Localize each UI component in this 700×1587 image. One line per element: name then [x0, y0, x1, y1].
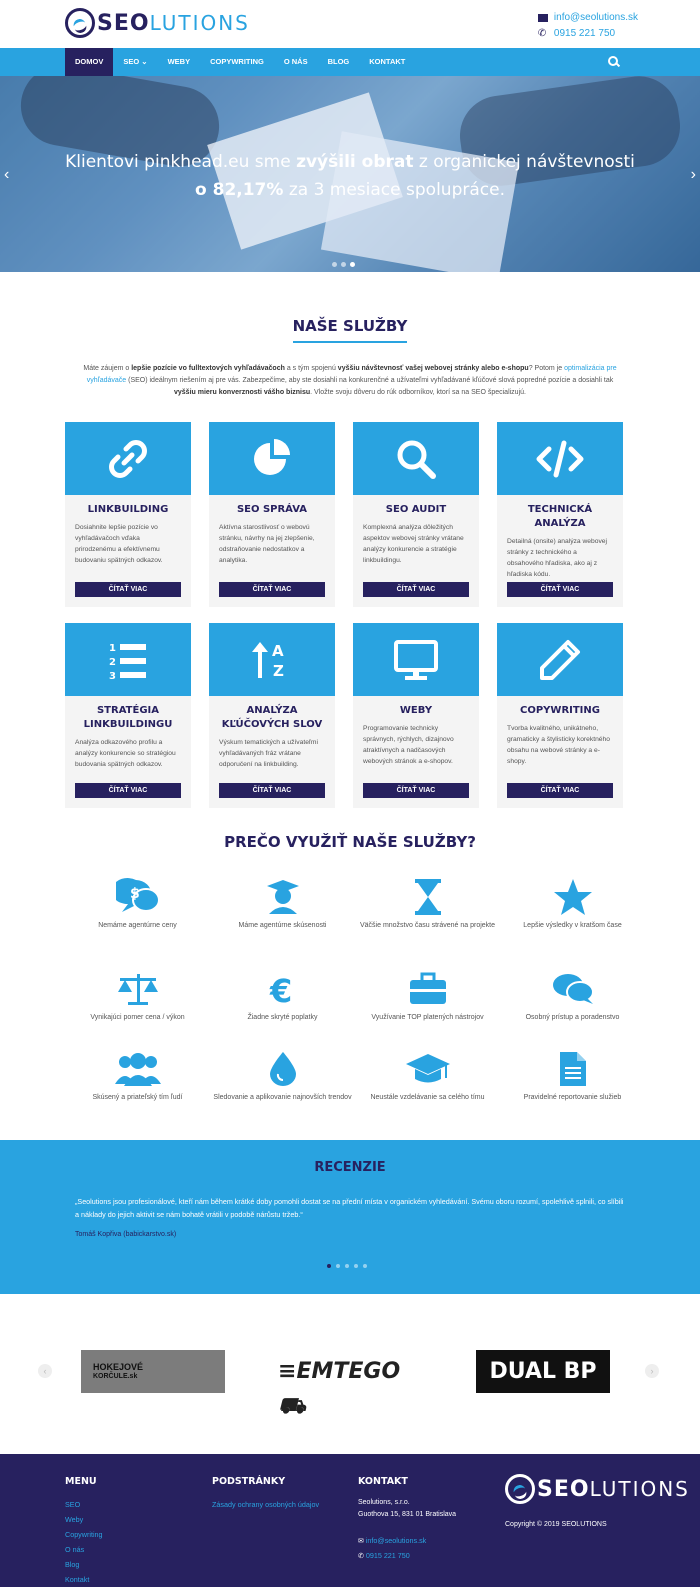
pencil-icon: [538, 638, 582, 682]
footer-link-blog[interactable]: Blog: [65, 1560, 80, 1569]
search-icon: [394, 437, 438, 481]
nav-item-seo[interactable]: SEO ⌄: [123, 57, 148, 66]
header-email-link[interactable]: info@seolutions.sk: [553, 12, 638, 23]
services-row-2: [65, 623, 627, 808]
nav-item-blog[interactable]: BLOG: [327, 57, 350, 66]
footer-menu: [65, 1476, 103, 1587]
svg-text:$: $: [129, 886, 140, 902]
card-title: WEBY: [399, 705, 433, 716]
footer-link-weby[interactable]: Weby: [65, 1515, 84, 1524]
service-card[interactable]: [353, 422, 479, 607]
reviews-pagination: [327, 1264, 367, 1268]
team-icon: [115, 1052, 161, 1086]
review-quote: „Seolutions jsou profesionálové, kteří nám během krátké doby pomohli dostat se na přední místa v organickém vyhledávání. Svému oboru rozumí, spolehlivě splnili, co slíbili a náklady do jejich aktivit se nám bohatě vrátili v podobě nárůstu tržeb.“: [75, 1197, 624, 1219]
hero-dot[interactable]: [332, 262, 337, 267]
ordered-list-icon: [106, 638, 150, 682]
site-header: [0, 0, 700, 48]
footer-email-link[interactable]: info@seolutions.sk: [365, 1536, 427, 1545]
read-more-button[interactable]: ČÍTAŤ VIAC: [507, 582, 613, 597]
hero-dot-active[interactable]: [350, 262, 355, 267]
pie-chart-icon: [250, 437, 294, 481]
read-more-button[interactable]: ČÍTAŤ VIAC: [75, 582, 181, 597]
slider-prev-icon[interactable]: ‹: [4, 166, 10, 183]
service-card[interactable]: [209, 422, 335, 607]
site-logo[interactable]: [65, 8, 250, 38]
service-card[interactable]: [353, 623, 479, 808]
service-card[interactable]: [497, 422, 623, 607]
svg-text:€: €: [269, 972, 292, 1006]
site-footer: [0, 1454, 700, 1587]
read-more-button[interactable]: ČÍTAŤ VIAC: [219, 582, 325, 597]
hero-caption: Klientovi pinkhead.eu sme zvýšili obrat z organickej návštevnosti o 82,17% za 3 mesiace spolupráce.: [65, 152, 635, 200]
why-item: Väčšie množstvo času strávené na projekte: [355, 878, 500, 931]
service-card[interactable]: [497, 623, 623, 808]
read-more-button[interactable]: ČÍTAŤ VIAC: [219, 783, 325, 798]
sort-alpha-icon: [250, 638, 294, 682]
footer-logo-text: SEOLUTIONS: [537, 1476, 690, 1502]
card-text: Analýza odkazového profilu a analýzy konkurencie so stratégiou budovania spätných odkazov.: [75, 739, 176, 768]
footer-subpages: [212, 1476, 319, 1512]
card-title: SEO SPRÁVA: [236, 504, 308, 515]
footer-phone-link[interactable]: 0915 221 750: [365, 1551, 410, 1560]
footer-link-seo[interactable]: SEO: [65, 1500, 81, 1509]
document-icon: [558, 1051, 588, 1087]
graduate-icon: [263, 878, 303, 916]
client-logo-dual-bp[interactable]: DUAL BP: [476, 1350, 610, 1393]
why-item: Skúsený a priateľský tím ľudí: [65, 1050, 210, 1103]
nav-item-domov[interactable]: DOMOV: [65, 48, 113, 76]
main-nav: [0, 48, 700, 76]
footer-copyright: Copyright © 2019 SEOLUTIONS: [505, 1521, 607, 1528]
header-contact: [538, 10, 638, 42]
review-dot[interactable]: [345, 1264, 349, 1268]
nav-item-kontakt[interactable]: KONTAKT: [369, 57, 406, 66]
code-icon: [535, 437, 585, 481]
card-text: Detailná (onsite) analýza webovej stránky z technického a obsahového hľadiska, ako aj z hľadiska kódu.: [507, 538, 607, 578]
client-logo-emtego[interactable]: ≡EMTEGO ⛟: [278, 1359, 401, 1419]
why-item: $ Nemáme agentúrne ceny: [65, 878, 210, 931]
hero-pagination: [332, 262, 355, 267]
footer-subpages-title: PODSTRÁNKY: [212, 1476, 286, 1487]
link-icon: [106, 437, 150, 481]
header-phone-link[interactable]: 0915 221 750: [553, 28, 616, 39]
footer-address: Guothova 15, 831 01 Bratislava: [358, 1511, 457, 1518]
why-row-1: [65, 878, 645, 931]
why-item: Neustále vzdelávanie sa celého tímu: [355, 1050, 500, 1103]
slider-next-icon[interactable]: ›: [690, 166, 696, 183]
carousel-next-icon[interactable]: ›: [645, 1364, 659, 1378]
card-title: TECHNICKÁ ANALÝZA: [527, 504, 593, 529]
svg-text:3: 3: [109, 670, 116, 682]
reviews-section: [0, 1140, 700, 1294]
services-title: NAŠE SLUŽBY: [0, 317, 700, 335]
why-item: Lepšie výsledky v kratšom čase: [500, 878, 645, 931]
footer-menu-title: MENU: [65, 1476, 97, 1487]
nav-item-weby[interactable]: WEBY: [167, 57, 191, 66]
hourglass-icon: [413, 878, 443, 916]
why-item: Pravidelné reportovanie služieb: [500, 1050, 645, 1103]
money-chat-icon: [116, 878, 160, 916]
card-title: LINKBUILDING: [87, 504, 169, 515]
clients-carousel: [0, 1340, 700, 1419]
footer-link-copywriting[interactable]: Copywriting: [65, 1530, 103, 1539]
seo-link[interactable]: optimalizácia pre vyhľadávače: [86, 365, 617, 384]
star-icon: [553, 878, 593, 916]
mortarboard-icon: [405, 1052, 451, 1086]
svg-text:A: A: [272, 641, 284, 660]
footer-company: Seolutions, s.r.o.: [358, 1499, 410, 1506]
euro-icon: [268, 972, 298, 1006]
service-card[interactable]: [65, 422, 191, 607]
footer-link-o-nas[interactable]: O nás: [65, 1545, 85, 1554]
why-title: PREČO VYUŽIŤ NAŠE SLUŽBY?: [224, 833, 476, 851]
envelope-icon: ✉: [358, 1538, 364, 1545]
search-icon[interactable]: [608, 56, 618, 66]
nav-item-copywriting[interactable]: COPYWRITING: [210, 57, 264, 66]
carousel-prev-icon[interactable]: ‹: [38, 1364, 52, 1378]
phone-icon: ✆: [358, 1553, 364, 1560]
hero-slider: [0, 76, 700, 272]
footer-link-privacy[interactable]: Zásady ochrany osobných údajov: [212, 1500, 320, 1509]
logo-mark-icon: [65, 8, 95, 38]
phone-icon: ✆: [537, 28, 547, 39]
services-intro: Máte záujem o lepšie pozície vo fulltextových vyhľadávačoch a s tým spojenú vyššiu návštevnosť vašej webovej stránky alebo e-shopu? Potom je optimalizácia pre vyhľadávače (SEO) ideálnym riešením aj pre vás. Zabezpečíme, aby ste dosiahli na konkurenčné a užívateľmi vyhľadávané kľúčové slová popredné pozície a dosiahli tak vyššiu mieru konverznosti vášho biznisu. Vložte svoju dôveru do rúk odborníkov, ktorí sa na SEO špecializujú.: [83, 365, 617, 396]
why-item: Máme agentúrne skúsenosti: [210, 878, 355, 931]
monitor-icon: [393, 638, 439, 682]
footer-contact-title: KONTAKT: [358, 1476, 408, 1487]
why-item: Sledovanie a aplikovanie najnovších trendov: [210, 1050, 355, 1103]
chat-icon: [551, 972, 595, 1006]
review-author: Tomáš Kopřiva (babickarstvo.sk): [75, 1231, 177, 1238]
review-dot[interactable]: [363, 1264, 367, 1268]
card-text: Komplexná analýza dôležitých aspektov webovej stránky vrátane analýzy konkurencie a stratégie linkbuildingu.: [363, 524, 464, 564]
review-dot[interactable]: [354, 1264, 358, 1268]
review-dot[interactable]: [336, 1264, 340, 1268]
svg-text:2: 2: [109, 656, 116, 668]
card-text: Dosiahnite lepšie pozície vo vyhľadávačoch vďaka prirodzenému a efektívnemu budovaniu spätných odkazov.: [75, 524, 163, 564]
card-text: Aktívna starostlivosť o webovú stránku, návrhy na jej zlepšenie, odstraňovanie nedostatkov a analytika.: [219, 524, 315, 564]
chevron-down-icon: ⌄: [141, 57, 148, 66]
svg-text:Z: Z: [273, 661, 284, 680]
read-more-button[interactable]: ČÍTAŤ VIAC: [507, 783, 613, 798]
card-title: SEO AUDIT: [385, 504, 447, 515]
client-logo-hokejove-korcule[interactable]: HOKEJOVÉ KORČULE.sk: [81, 1350, 225, 1393]
reviews-title: RECENZIE: [314, 1160, 386, 1175]
card-title: STRATÉGIA LINKBUILDINGU: [83, 705, 173, 730]
read-more-button[interactable]: ČÍTAŤ VIAC: [363, 582, 469, 597]
why-row-2: [65, 970, 645, 1023]
svg-text:1: 1: [109, 642, 116, 654]
scales-icon: [116, 972, 160, 1006]
why-row-3: [65, 1050, 645, 1103]
drop-icon: [268, 1051, 298, 1087]
service-card[interactable]: [209, 623, 335, 808]
service-card[interactable]: [65, 623, 191, 808]
read-more-button[interactable]: ČÍTAŤ VIAC: [75, 783, 181, 798]
footer-link-kontakt[interactable]: Kontakt: [65, 1575, 90, 1584]
why-item: Vynikajúci pomer cena / výkon: [65, 970, 210, 1023]
logo-mark-icon: [505, 1474, 535, 1504]
truck-icon: ⛟: [278, 1394, 306, 1419]
logo-text: SEOLUTIONS: [97, 10, 250, 36]
card-text: Tvorba kvalitného, unikátneho, gramaticky a štylisticky korektného obsahu na webové stránky a e-shopy.: [507, 725, 610, 765]
read-more-button[interactable]: ČÍTAŤ VIAC: [363, 783, 469, 798]
nav-item-o-nas[interactable]: O NÁS: [283, 57, 308, 66]
card-title: COPYWRITING: [520, 705, 600, 716]
toolbox-icon: [408, 972, 448, 1006]
hero-dot[interactable]: [341, 262, 346, 267]
footer-contact: [358, 1476, 456, 1563]
card-text: Výskum tematických a užívateľmi vyhľadávaných fráz vrátane odporučení na linkbuilding.: [219, 739, 318, 768]
why-item: € Žiadne skryté poplatky: [247, 972, 318, 1021]
review-dot-active[interactable]: [327, 1264, 331, 1268]
card-title: ANALÝZA KĽÚČOVÝCH SLOV: [221, 705, 323, 730]
card-text: Programovanie technicky správnych, rýchlych, dizajnovo atraktívnych a nadčasových webových stránok a e-shopov.: [363, 725, 454, 765]
why-item: Využívanie TOP platených nástrojov: [355, 970, 500, 1023]
services-row-1: [65, 422, 627, 607]
footer-logo[interactable]: [505, 1474, 690, 1504]
envelope-icon: [538, 14, 548, 22]
why-item: Osobný prístup a poradenstvo: [500, 970, 645, 1023]
